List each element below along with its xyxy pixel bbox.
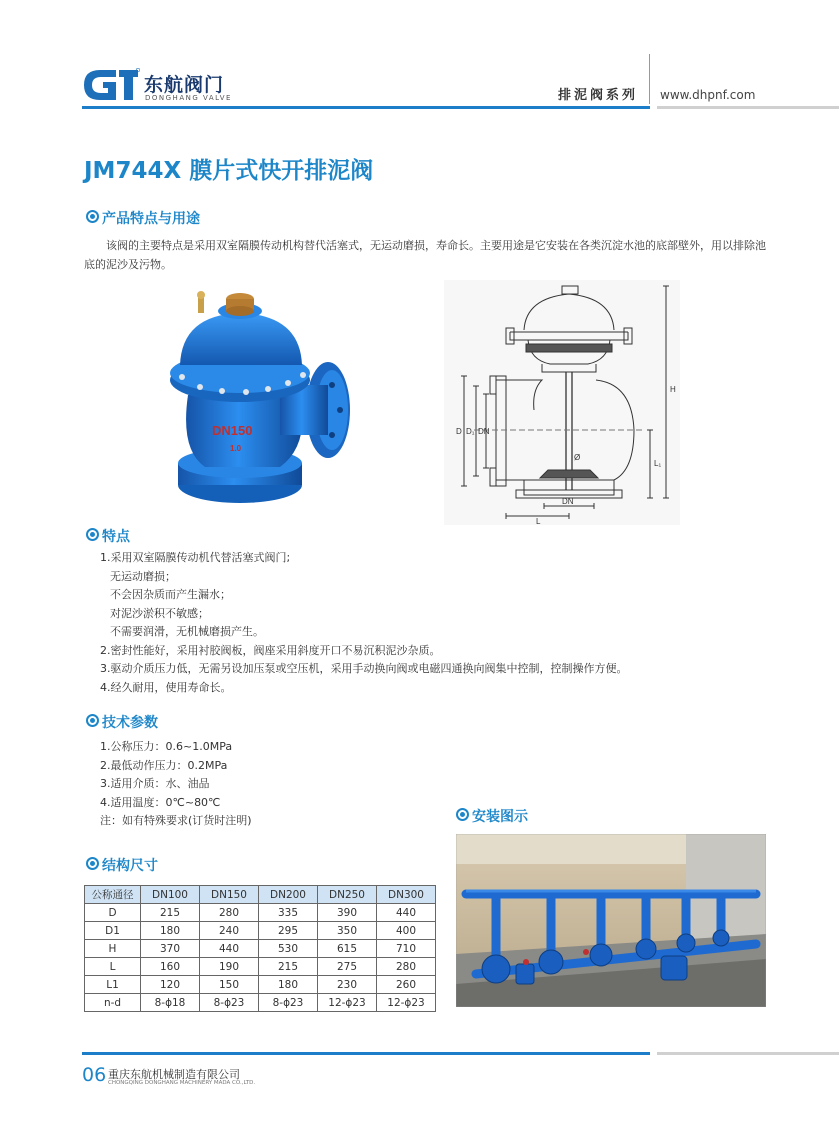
table-header-cell: DN300 [377,886,436,904]
table-cell: 12-ϕ23 [318,994,377,1012]
brand-name-en: DONGHANG VALVE [145,94,232,102]
brand-name-cn: 东航阀门 [144,74,225,96]
feature-item: 不需要润滑，无机械磨损产生。 [110,625,264,638]
table-cell: 390 [318,904,377,922]
table-cell: 190 [200,958,259,976]
tech-heading-text: 技术参数 [102,715,158,731]
table-cell: 8-ϕ23 [200,994,259,1012]
feature-item: 无运动磨损； [110,569,176,583]
install-heading-text: 安装图示 [472,809,528,825]
bullet-circle-icon [86,714,99,727]
installation-photo [456,834,766,1007]
features-list [100,549,628,697]
dim-d1: D₁ [466,427,475,436]
website-link[interactable]: www.dhpnf.com [660,88,756,102]
tech-heading [86,712,158,732]
tech-item: 1.公称压力：0.6~1.0MPa [100,740,233,753]
table-cell: H [85,940,141,958]
table-header-cell: DN250 [318,886,377,904]
table-cell: 280 [377,958,436,976]
table-cell: 260 [377,976,436,994]
dimension-table [84,885,436,1012]
valve-section-drawing [444,280,680,525]
tech-item: 4.适用温度：0℃~80℃ [100,795,221,809]
header-divider [649,54,650,104]
table-cell: 275 [318,958,377,976]
table-row [85,976,436,994]
table-row [85,940,436,958]
footer-rule-gray [657,1052,839,1055]
tech-item: 2.最低动作压力：0.2MPa [100,758,228,772]
table-row [85,958,436,976]
header-rule-gray [657,106,839,109]
table-cell: 350 [318,922,377,940]
company-name-en: CHONGQING DONGHANG MACHINERY MADA CO.,LTD. [108,1080,256,1086]
dim-l1: L₁ [654,459,662,468]
usage-paragraph: 该阀的主要特点是采用双室隔膜传动机构替代活塞式，无运动磨损，寿命长。主要用途是它安装在各类沉淀水池的底部壁外，用以排除池底的泥沙及污物。 [84,239,766,271]
table-cell: 335 [259,904,318,922]
table-cell: 400 [377,922,436,940]
dim-d: D [456,427,462,436]
structure-heading [86,855,158,875]
table-cell: L [85,958,141,976]
dim-h: H [670,385,676,394]
table-header-cell: DN150 [200,886,259,904]
features-heading-text: 特点 [102,529,130,545]
tech-note: 注：如有特殊要求(订货时注明) [100,814,252,827]
table-cell: 8-ϕ18 [141,994,200,1012]
dim-dn-bottom: DN [562,497,574,506]
feature-item: 对泥沙淤积不敏感； [110,606,209,620]
feature-item: 1.采用双室隔膜传动机代替活塞式阀门; [100,551,291,564]
table-cell: 240 [200,922,259,940]
table-cell: D1 [85,922,141,940]
valve-product-photo [160,285,360,510]
table-cell: 215 [259,958,318,976]
table-cell: 280 [200,904,259,922]
table-cell: 530 [259,940,318,958]
table-cell: 12-ϕ23 [377,994,436,1012]
bullet-circle-icon [86,528,99,541]
valve-body-label: DN150 [212,423,253,438]
table-row [85,904,436,922]
table-cell: 180 [259,976,318,994]
table-cell: 370 [141,940,200,958]
table-row [85,994,436,1012]
series-label: 排泥阀系列 [558,88,639,103]
table-cell: 180 [141,922,200,940]
table-cell: 230 [318,976,377,994]
dim-l: L [536,517,541,525]
feature-item: 4.经久耐用，使用寿命长。 [100,680,232,694]
bullet-circle-icon [456,808,469,821]
dim-phi: Ø [574,453,581,462]
usage-heading-text: 产品特点与用途 [102,211,200,227]
table-cell: L1 [85,976,141,994]
bullet-circle-icon [86,210,99,223]
table-cell: n-d [85,994,141,1012]
valve-body-sublabel: 1.0 [230,444,242,453]
table-row [85,922,436,940]
usage-heading [86,208,200,228]
table-cell: 615 [318,940,377,958]
feature-item: 不会因杂质而产生漏水； [110,588,231,601]
table-header-cell: 公称通径 [85,886,141,904]
feature-item: 2.密封性能好，采用衬胶阀板，阀座采用斜度开口不易沉积泥沙杂质。 [100,643,441,657]
table-cell: 8-ϕ23 [259,994,318,1012]
dim-dn: DN [478,427,490,436]
install-heading [456,806,528,826]
table-cell: 215 [141,904,200,922]
table-cell: 440 [200,940,259,958]
table-header-row [85,886,436,904]
page-number: 06 [82,1064,107,1086]
table-cell: 295 [259,922,318,940]
table-cell: 710 [377,940,436,958]
structure-heading-text: 结构尺寸 [102,858,158,874]
footer-rule [82,1052,650,1055]
table-header-cell: DN100 [141,886,200,904]
table-cell: 150 [200,976,259,994]
bullet-circle-icon [86,857,99,870]
tech-list [100,738,252,831]
header-rule [82,106,650,109]
company-logo [82,68,140,102]
feature-item: 3.驱动介质压力低，无需另设加压泵或空压机，采用手动换向阀或电磁四通换向阀集中控制，控制操作方便。 [100,662,628,675]
table-cell: D [85,904,141,922]
features-heading [86,526,130,546]
table-cell: 120 [141,976,200,994]
table-cell: 440 [377,904,436,922]
table-header-cell: DN200 [259,886,318,904]
page-title: JM744X 膜片式快开排泥阀 [84,158,374,184]
company-name-cn: 重庆东航机械制造有限公司 [108,1068,240,1081]
tech-item: 3.适用介质：水、油品 [100,777,210,790]
table-cell: 160 [141,958,200,976]
